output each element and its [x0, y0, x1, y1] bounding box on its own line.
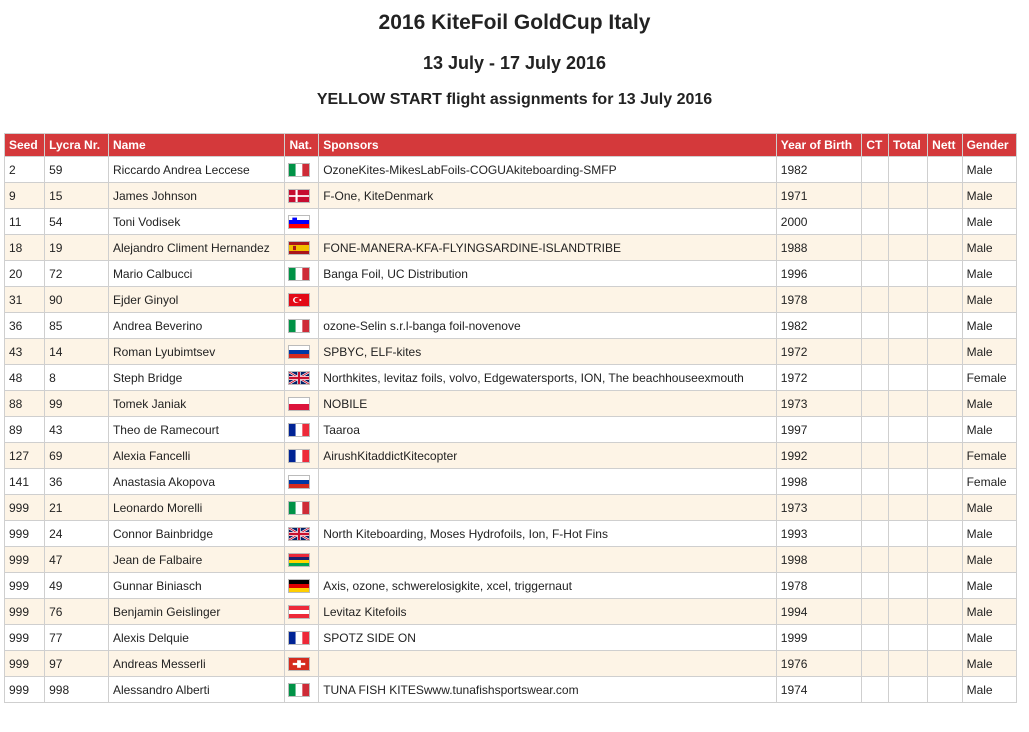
sponsors-cell: Axis, ozone, schwerelosigkite, xcel, triggernaut: [319, 573, 777, 599]
name-cell: Toni Vodisek: [108, 209, 285, 235]
nat-cell: [285, 443, 319, 469]
header-gender: Gender: [962, 134, 1016, 157]
lycra-cell: 69: [45, 443, 109, 469]
sponsors-cell: [319, 651, 777, 677]
gender-cell: Female: [962, 469, 1016, 495]
name-cell: Roman Lyubimtsev: [108, 339, 285, 365]
spain-flag-icon: [288, 241, 310, 255]
seed-cell: 2: [5, 157, 45, 183]
seed-cell: 20: [5, 261, 45, 287]
seed-cell: 31: [5, 287, 45, 313]
ct-cell: [862, 391, 889, 417]
gender-cell: Male: [962, 339, 1016, 365]
name-cell: Riccardo Andrea Leccese: [108, 157, 285, 183]
lycra-cell: 85: [45, 313, 109, 339]
uk-flag-icon: [288, 527, 310, 541]
sponsors-cell: SPBYC, ELF-kites: [319, 339, 777, 365]
gender-cell: Female: [962, 443, 1016, 469]
nett-cell: [928, 417, 962, 443]
name-cell: Theo de Ramecourt: [108, 417, 285, 443]
table-header-row: [5, 134, 1017, 157]
nat-cell: [285, 573, 319, 599]
name-cell: Mario Calbucci: [108, 261, 285, 287]
lycra-cell: 8: [45, 365, 109, 391]
header-ct: CT: [862, 134, 889, 157]
year-of-birth-cell: 1997: [776, 417, 862, 443]
header-total: Total: [888, 134, 927, 157]
nett-cell: [928, 677, 962, 703]
nat-cell: [285, 261, 319, 287]
seed-cell: 999: [5, 677, 45, 703]
sponsors-cell: [319, 209, 777, 235]
mauritius-flag-icon: [288, 553, 310, 567]
ct-cell: [862, 287, 889, 313]
ct-cell: [862, 183, 889, 209]
seed-cell: 11: [5, 209, 45, 235]
event-dates: 13 July - 17 July 2016: [422, 53, 607, 73]
seed-cell: 999: [5, 599, 45, 625]
poland-flag-icon: [288, 397, 310, 411]
year-of-birth-cell: 1976: [776, 651, 862, 677]
table-row: [5, 157, 1017, 183]
total-cell: [888, 547, 927, 573]
lycra-cell: 998: [45, 677, 109, 703]
sponsors-cell: [319, 547, 777, 573]
total-cell: [888, 495, 927, 521]
sponsors-cell: Banga Foil, UC Distribution: [319, 261, 777, 287]
nat-cell: [285, 209, 319, 235]
year-of-birth-cell: 1999: [776, 625, 862, 651]
seed-cell: 141: [5, 469, 45, 495]
germany-flag-icon: [288, 579, 310, 593]
table-row: [5, 339, 1017, 365]
start-group-label: YELLOW START: [316, 91, 442, 108]
name-cell: Anastasia Akopova: [108, 469, 285, 495]
ct-cell: [862, 443, 889, 469]
lycra-cell: 90: [45, 287, 109, 313]
sponsors-cell: North Kiteboarding, Moses Hydrofoils, Ion, F-Hot Fins: [319, 521, 777, 547]
year-of-birth-cell: 1978: [776, 573, 862, 599]
header-nett: Nett: [928, 134, 962, 157]
gender-cell: Male: [962, 157, 1016, 183]
year-of-birth-cell: 1978: [776, 287, 862, 313]
nett-cell: [928, 183, 962, 209]
gender-cell: Male: [962, 391, 1016, 417]
seed-cell: 999: [5, 651, 45, 677]
name-cell: Alessandro Alberti: [108, 677, 285, 703]
sponsors-cell: Taaroa: [319, 417, 777, 443]
table-body: [5, 157, 1017, 703]
name-cell: Alexia Fancelli: [108, 443, 285, 469]
nat-cell: [285, 183, 319, 209]
total-cell: [888, 261, 927, 287]
header-nat: Nat.: [285, 134, 319, 157]
nat-cell: [285, 677, 319, 703]
ct-cell: [862, 625, 889, 651]
nett-cell: [928, 443, 962, 469]
nett-cell: [928, 157, 962, 183]
sponsors-cell: FONE-MANERA-KFA-FLYINGSARDINE-ISLANDTRIBE: [319, 235, 777, 261]
header-year-of-birth: Year of Birth: [776, 134, 862, 157]
nat-cell: [285, 235, 319, 261]
nat-cell: [285, 495, 319, 521]
nett-cell: [928, 625, 962, 651]
sponsors-cell: Northkites, levitaz foils, volvo, Edgewatersports, ION, The beachhouseexmouth: [319, 365, 777, 391]
lycra-cell: 36: [45, 469, 109, 495]
nat-cell: [285, 547, 319, 573]
nett-cell: [928, 547, 962, 573]
gender-cell: Male: [962, 235, 1016, 261]
page-title: 2016 KiteFoil GoldCup Italy: [378, 11, 651, 34]
nett-cell: [928, 651, 962, 677]
nett-cell: [928, 235, 962, 261]
total-cell: [888, 157, 927, 183]
sponsors-cell: SPOTZ SIDE ON: [319, 625, 777, 651]
gender-cell: Male: [962, 417, 1016, 443]
year-of-birth-cell: 1973: [776, 495, 862, 521]
table-row: [5, 313, 1017, 339]
table-row: [5, 625, 1017, 651]
ct-cell: [862, 677, 889, 703]
lycra-cell: 54: [45, 209, 109, 235]
ct-cell: [862, 547, 889, 573]
table-row: [5, 521, 1017, 547]
name-cell: Alexis Delquie: [108, 625, 285, 651]
name-cell: Jean de Falbaire: [108, 547, 285, 573]
name-cell: Andreas Messerli: [108, 651, 285, 677]
table-row: [5, 261, 1017, 287]
seed-cell: 999: [5, 625, 45, 651]
table-row: [5, 209, 1017, 235]
year-of-birth-cell: 1998: [776, 469, 862, 495]
total-cell: [888, 339, 927, 365]
year-of-birth-cell: 1972: [776, 339, 862, 365]
nett-cell: [928, 521, 962, 547]
italy-flag-icon: [288, 501, 310, 515]
seed-cell: 999: [5, 547, 45, 573]
seed-cell: 9: [5, 183, 45, 209]
france-flag-icon: [288, 631, 310, 645]
denmark-flag-icon: [288, 189, 310, 203]
total-cell: [888, 573, 927, 599]
name-cell: Benjamin Geislinger: [108, 599, 285, 625]
uk-flag-icon: [288, 371, 310, 385]
year-of-birth-cell: 1973: [776, 391, 862, 417]
nett-cell: [928, 339, 962, 365]
lycra-cell: 59: [45, 157, 109, 183]
ct-cell: [862, 495, 889, 521]
seed-cell: 18: [5, 235, 45, 261]
nett-cell: [928, 365, 962, 391]
header-name: Name: [108, 134, 285, 157]
italy-flag-icon: [288, 683, 310, 697]
nat-cell: [285, 599, 319, 625]
table-row: [5, 417, 1017, 443]
total-cell: [888, 625, 927, 651]
italy-flag-icon: [288, 267, 310, 281]
nat-cell: [285, 313, 319, 339]
seed-cell: 999: [5, 495, 45, 521]
seed-cell: 43: [5, 339, 45, 365]
table-row: [5, 443, 1017, 469]
total-cell: [888, 183, 927, 209]
table-row: [5, 287, 1017, 313]
nett-cell: [928, 287, 962, 313]
seed-cell: 999: [5, 521, 45, 547]
flight-heading-text: flight assignments for 13 July 2016: [441, 91, 713, 108]
lycra-cell: 21: [45, 495, 109, 521]
slovenia-flag-icon: [288, 215, 310, 229]
year-of-birth-cell: 2000: [776, 209, 862, 235]
sponsors-cell: OzoneKites-MikesLabFoils-COGUAkiteboarding-SMFP: [319, 157, 777, 183]
nett-cell: [928, 469, 962, 495]
gender-cell: Male: [962, 547, 1016, 573]
ct-cell: [862, 313, 889, 339]
year-of-birth-cell: 1974: [776, 677, 862, 703]
ct-cell: [862, 209, 889, 235]
nat-cell: [285, 339, 319, 365]
gender-cell: Male: [962, 573, 1016, 599]
lycra-cell: 14: [45, 339, 109, 365]
sponsors-cell: Levitaz Kitefoils: [319, 599, 777, 625]
name-cell: Alejandro Climent Hernandez: [108, 235, 285, 261]
gender-cell: Female: [962, 365, 1016, 391]
name-cell: Andrea Beverino: [108, 313, 285, 339]
total-cell: [888, 651, 927, 677]
nett-cell: [928, 573, 962, 599]
lycra-cell: 15: [45, 183, 109, 209]
ct-cell: [862, 339, 889, 365]
ct-cell: [862, 157, 889, 183]
name-cell: Steph Bridge: [108, 365, 285, 391]
nat-cell: [285, 365, 319, 391]
year-of-birth-cell: 1971: [776, 183, 862, 209]
table-row: [5, 391, 1017, 417]
total-cell: [888, 677, 927, 703]
table-row: [5, 235, 1017, 261]
header-seed: Seed: [5, 134, 45, 157]
lycra-cell: 76: [45, 599, 109, 625]
sponsors-cell: ozone-Selin s.r.l-banga foil-novenove: [319, 313, 777, 339]
total-cell: [888, 209, 927, 235]
ct-cell: [862, 651, 889, 677]
sponsors-cell: NOBILE: [319, 391, 777, 417]
nat-cell: [285, 625, 319, 651]
sponsors-cell: TUNA FISH KITESwww.tunafishsportswear.com: [319, 677, 777, 703]
nett-cell: [928, 391, 962, 417]
gender-cell: Male: [962, 521, 1016, 547]
name-cell: Ejder Ginyol: [108, 287, 285, 313]
seed-cell: 127: [5, 443, 45, 469]
year-of-birth-cell: 1988: [776, 235, 862, 261]
nat-cell: [285, 417, 319, 443]
year-of-birth-cell: 1982: [776, 313, 862, 339]
total-cell: [888, 313, 927, 339]
table-row: [5, 651, 1017, 677]
name-cell: Connor Bainbridge: [108, 521, 285, 547]
name-cell: Leonardo Morelli: [108, 495, 285, 521]
total-cell: [888, 469, 927, 495]
sponsors-cell: [319, 287, 777, 313]
table-row: [5, 599, 1017, 625]
year-of-birth-cell: 1992: [776, 443, 862, 469]
table-row: [5, 495, 1017, 521]
year-of-birth-cell: 1994: [776, 599, 862, 625]
nat-cell: [285, 521, 319, 547]
table-row: [5, 183, 1017, 209]
nett-cell: [928, 313, 962, 339]
name-cell: James Johnson: [108, 183, 285, 209]
ct-cell: [862, 417, 889, 443]
year-of-birth-cell: 1993: [776, 521, 862, 547]
year-of-birth-cell: 1982: [776, 157, 862, 183]
ct-cell: [862, 573, 889, 599]
lycra-cell: 24: [45, 521, 109, 547]
lycra-cell: 49: [45, 573, 109, 599]
table-row: [5, 547, 1017, 573]
lycra-cell: 77: [45, 625, 109, 651]
nat-cell: [285, 469, 319, 495]
lycra-cell: 99: [45, 391, 109, 417]
ct-cell: [862, 261, 889, 287]
total-cell: [888, 599, 927, 625]
table-row: [5, 677, 1017, 703]
header-lycra: Lycra Nr.: [45, 134, 109, 157]
ct-cell: [862, 599, 889, 625]
gender-cell: Male: [962, 287, 1016, 313]
switzerland-flag-icon: [288, 657, 310, 671]
nett-cell: [928, 209, 962, 235]
ct-cell: [862, 521, 889, 547]
total-cell: [888, 521, 927, 547]
ct-cell: [862, 365, 889, 391]
total-cell: [888, 287, 927, 313]
ct-cell: [862, 469, 889, 495]
seed-cell: 36: [5, 313, 45, 339]
turkey-flag-icon: [288, 293, 310, 307]
gender-cell: Male: [962, 183, 1016, 209]
sponsors-cell: [319, 469, 777, 495]
austria-flag-icon: [288, 605, 310, 619]
header-sponsors: Sponsors: [319, 134, 777, 157]
nat-cell: [285, 157, 319, 183]
total-cell: [888, 443, 927, 469]
seed-cell: 999: [5, 573, 45, 599]
lycra-cell: 97: [45, 651, 109, 677]
sponsors-cell: [319, 495, 777, 521]
gender-cell: Male: [962, 261, 1016, 287]
italy-flag-icon: [288, 319, 310, 333]
total-cell: [888, 391, 927, 417]
year-of-birth-cell: 1972: [776, 365, 862, 391]
gender-cell: Male: [962, 209, 1016, 235]
gender-cell: Male: [962, 677, 1016, 703]
total-cell: [888, 365, 927, 391]
nett-cell: [928, 495, 962, 521]
lycra-cell: 19: [45, 235, 109, 261]
gender-cell: Male: [962, 495, 1016, 521]
gender-cell: Male: [962, 599, 1016, 625]
total-cell: [888, 417, 927, 443]
total-cell: [888, 235, 927, 261]
sponsors-cell: AirushKitaddictKitecopter: [319, 443, 777, 469]
nat-cell: [285, 287, 319, 313]
russia-flag-icon: [288, 475, 310, 489]
france-flag-icon: [288, 449, 310, 463]
seed-cell: 48: [5, 365, 45, 391]
table-row: [5, 365, 1017, 391]
table-row: [5, 469, 1017, 495]
gender-cell: Male: [962, 651, 1016, 677]
year-of-birth-cell: 1998: [776, 547, 862, 573]
name-cell: Tomek Janiak: [108, 391, 285, 417]
sponsors-cell: F-One, KiteDenmark: [319, 183, 777, 209]
results-table: [4, 133, 1017, 703]
nett-cell: [928, 261, 962, 287]
france-flag-icon: [288, 423, 310, 437]
russia-flag-icon: [288, 345, 310, 359]
name-cell: Gunnar Biniasch: [108, 573, 285, 599]
seed-cell: 89: [5, 417, 45, 443]
nat-cell: [285, 391, 319, 417]
seed-cell: 88: [5, 391, 45, 417]
nat-cell: [285, 651, 319, 677]
nett-cell: [928, 599, 962, 625]
lycra-cell: 43: [45, 417, 109, 443]
ct-cell: [862, 235, 889, 261]
italy-flag-icon: [288, 163, 310, 177]
lycra-cell: 47: [45, 547, 109, 573]
flight-heading: [0, 90, 1029, 110]
lycra-cell: 72: [45, 261, 109, 287]
gender-cell: Male: [962, 625, 1016, 651]
gender-cell: Male: [962, 313, 1016, 339]
table-row: [5, 573, 1017, 599]
year-of-birth-cell: 1996: [776, 261, 862, 287]
